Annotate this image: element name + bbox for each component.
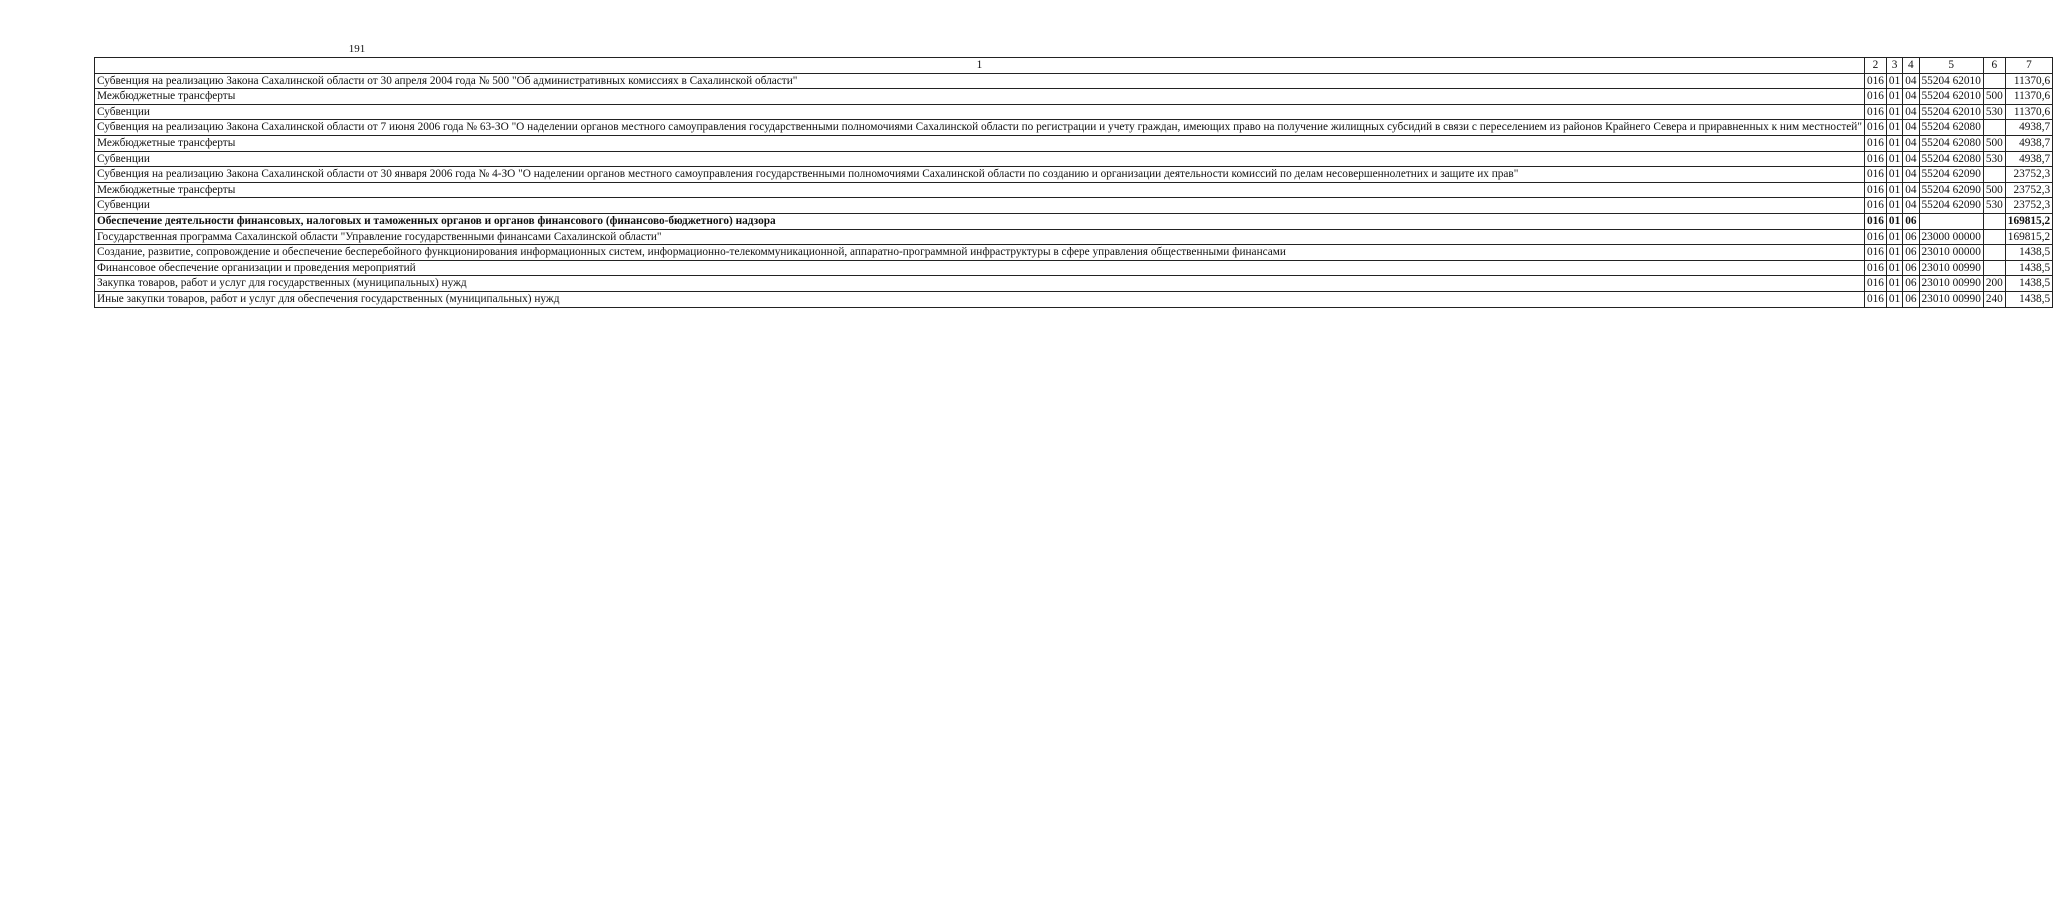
- program-code-sub: 62080: [1952, 136, 1981, 149]
- program-code-sub: 62080: [1952, 121, 1981, 134]
- program-code: [1919, 120, 1983, 136]
- ministry-code: 016: [1864, 89, 1886, 105]
- column-header: 5: [1919, 58, 1983, 74]
- program-code-main: 23010: [1921, 261, 1950, 274]
- amount: 4938,7: [2005, 151, 2052, 167]
- expense-type-code: 240: [1983, 291, 2005, 307]
- ministry-code: 016: [1864, 245, 1886, 261]
- subsection-code: 04: [1903, 167, 1919, 183]
- column-header: 1: [95, 58, 1865, 74]
- program-code: [1919, 151, 1983, 167]
- amount: 1438,5: [2005, 291, 2052, 307]
- section-code: 01: [1886, 291, 1902, 307]
- ministry-code: 016: [1864, 73, 1886, 89]
- item-name: Межбюджетные трансферты: [95, 89, 1865, 105]
- column-number-row: [95, 58, 2053, 74]
- subsection-code: 04: [1903, 182, 1919, 198]
- expense-type-code: [1983, 167, 2005, 183]
- program-code: [1919, 182, 1983, 198]
- subsection-code: 06: [1903, 276, 1919, 292]
- ministry-code: 016: [1864, 135, 1886, 151]
- program-code-sub: 00000: [1952, 230, 1981, 243]
- program-code: [1919, 89, 1983, 105]
- amount: 11370,6: [2005, 89, 2052, 105]
- expense-type-code: [1983, 213, 2005, 229]
- ministry-code: 016: [1864, 151, 1886, 167]
- amount: 23752,3: [2005, 182, 2052, 198]
- program-code-main: 23010: [1921, 277, 1950, 290]
- expense-type-code: 200: [1983, 276, 2005, 292]
- section-code: 01: [1886, 104, 1902, 120]
- program-code-sub: 62010: [1952, 105, 1981, 118]
- program-code: [1919, 104, 1983, 120]
- subsection-code: 04: [1903, 151, 1919, 167]
- ministry-code: 016: [1864, 198, 1886, 214]
- program-code-sub: 00990: [1952, 292, 1981, 305]
- amount: 1438,5: [2005, 276, 2052, 292]
- ministry-code: 016: [1864, 167, 1886, 183]
- column-header: 6: [1983, 58, 2005, 74]
- program-code-main: 55204: [1921, 152, 1950, 165]
- section-code: 01: [1886, 73, 1902, 89]
- section-code: 01: [1886, 167, 1902, 183]
- program-code-sub: 00000: [1952, 246, 1981, 259]
- section-code: 01: [1886, 245, 1902, 261]
- program-code: [1919, 245, 1983, 261]
- ministry-code: 016: [1864, 182, 1886, 198]
- section-code: 01: [1886, 229, 1902, 245]
- item-name: Субвенция на реализацию Закона Сахалинской области от 30 апреля 2004 года № 500 "Об административных комиссиях в Сахалинской области": [95, 73, 1865, 89]
- subsection-code: 04: [1903, 104, 1919, 120]
- program-code-sub: 62090: [1952, 168, 1981, 181]
- subsection-code: 06: [1903, 245, 1919, 261]
- column-header: 2: [1864, 58, 1886, 74]
- program-code-sub: 62010: [1952, 74, 1981, 87]
- program-code: [1919, 135, 1983, 151]
- amount: 1438,5: [2005, 260, 2052, 276]
- program-code-main: 55204: [1921, 168, 1950, 181]
- section-code: 01: [1886, 151, 1902, 167]
- amount: 4938,7: [2005, 120, 2052, 136]
- table-row: [95, 260, 2053, 276]
- subsection-code: 04: [1903, 198, 1919, 214]
- section-code: 01: [1886, 135, 1902, 151]
- item-name: Создание, развитие, сопровождение и обеспечение бесперебойного функционирования информационных систем, информационно-телекоммуникационной, аппаратно-программной инфраструктуры в сфере управления общественными финансами: [95, 245, 1865, 261]
- program-code: [1919, 213, 1983, 229]
- program-code-main: 55204: [1921, 121, 1950, 134]
- table-row: [95, 245, 2053, 261]
- item-name: Государственная программа Сахалинской области "Управление государственными финансами Сахалинской области": [95, 229, 1865, 245]
- item-name: Субвенция на реализацию Закона Сахалинской области от 7 июня 2006 года № 63-ЗО "О наделении органов местного самоуправления государственными полномочиями Сахалинской области по регистрации и учету граждан, имеющих право на получение жилищных субсидий в связи с переселением из районов Крайнего Севера и приравненных к ним местностей": [95, 120, 1865, 136]
- column-header: 4: [1903, 58, 1919, 74]
- ministry-code: 016: [1864, 104, 1886, 120]
- item-name: Иные закупки товаров, работ и услуг для обеспечения государственных (муниципальных) нужд: [95, 291, 1865, 307]
- section-code: 01: [1886, 182, 1902, 198]
- program-code-main: 55204: [1921, 105, 1950, 118]
- expense-type-code: [1983, 73, 2005, 89]
- program-code: [1919, 229, 1983, 245]
- table-row: [95, 182, 2053, 198]
- amount: 23752,3: [2005, 198, 2052, 214]
- table-body: [95, 73, 2053, 307]
- subsection-code: 04: [1903, 89, 1919, 105]
- program-code-sub: 00990: [1952, 277, 1981, 290]
- expense-type-code: 530: [1983, 104, 2005, 120]
- program-code: [1919, 167, 1983, 183]
- expense-type-code: [1983, 260, 2005, 276]
- program-code-main: 23010: [1921, 246, 1950, 259]
- section-code: 01: [1886, 260, 1902, 276]
- program-code-sub: 62090: [1952, 183, 1981, 196]
- item-name: Субвенции: [95, 151, 1865, 167]
- subsection-code: 04: [1903, 73, 1919, 89]
- program-code-main: 55204: [1921, 90, 1950, 103]
- table-row: [95, 213, 2053, 229]
- subsection-code: 06: [1903, 213, 1919, 229]
- amount: 23752,3: [2005, 167, 2052, 183]
- budget-table: [94, 57, 2053, 308]
- program-code-main: 55204: [1921, 199, 1950, 212]
- table-row: [95, 89, 2053, 105]
- ministry-code: 016: [1864, 120, 1886, 136]
- amount: 11370,6: [2005, 73, 2052, 89]
- program-code-main: 55204: [1921, 74, 1950, 87]
- subsection-code: 06: [1903, 229, 1919, 245]
- ministry-code: 016: [1864, 229, 1886, 245]
- amount: 169815,2: [2005, 213, 2052, 229]
- expense-type-code: 530: [1983, 151, 2005, 167]
- item-name: Субвенции: [95, 104, 1865, 120]
- section-code: 01: [1886, 120, 1902, 136]
- item-name: Субвенция на реализацию Закона Сахалинской области от 30 января 2006 года № 4-ЗО "О наделении органов местного самоуправления государственными полномочиями Сахалинской области по созданию и организации деятельности комиссий по делам несовершеннолетних и защите их прав": [95, 167, 1865, 183]
- program-code-sub: 00990: [1952, 261, 1981, 274]
- section-code: 01: [1886, 198, 1902, 214]
- table-row: [95, 135, 2053, 151]
- section-code: 01: [1886, 276, 1902, 292]
- column-header: 3: [1886, 58, 1902, 74]
- program-code: [1919, 276, 1983, 292]
- table-row: [95, 151, 2053, 167]
- ministry-code: 016: [1864, 260, 1886, 276]
- amount: 1438,5: [2005, 245, 2052, 261]
- program-code: [1919, 260, 1983, 276]
- program-code-sub: 62090: [1952, 199, 1981, 212]
- program-code-sub: 62080: [1952, 152, 1981, 165]
- column-header: 7: [2005, 58, 2052, 74]
- program-code: [1919, 73, 1983, 89]
- item-name: Межбюджетные трансферты: [95, 182, 1865, 198]
- item-name: Закупка товаров, работ и услуг для государственных (муниципальных) нужд: [95, 276, 1865, 292]
- subsection-code: 06: [1903, 260, 1919, 276]
- expense-type-code: 500: [1983, 182, 2005, 198]
- table-row: [95, 276, 2053, 292]
- item-name: Финансовое обеспечение организации и проведения мероприятий: [95, 260, 1865, 276]
- ministry-code: 016: [1864, 276, 1886, 292]
- item-name: Межбюджетные трансферты: [95, 135, 1865, 151]
- expense-type-code: 530: [1983, 198, 2005, 214]
- program-code-main: 23010: [1921, 292, 1950, 305]
- expense-type-code: [1983, 120, 2005, 136]
- program-code-main: 23000: [1921, 230, 1950, 243]
- ministry-code: 016: [1864, 213, 1886, 229]
- amount: 11370,6: [2005, 104, 2052, 120]
- amount: 169815,2: [2005, 229, 2052, 245]
- section-code: 01: [1886, 213, 1902, 229]
- expense-type-code: 500: [1983, 89, 2005, 105]
- item-name: Субвенции: [95, 198, 1865, 214]
- amount: 4938,7: [2005, 135, 2052, 151]
- program-code-main: 55204: [1921, 183, 1950, 196]
- subsection-code: 04: [1903, 120, 1919, 136]
- page-number: 191: [348, 43, 366, 55]
- table-row: [95, 291, 2053, 307]
- program-code-main: 55204: [1921, 136, 1950, 149]
- subsection-code: 04: [1903, 135, 1919, 151]
- table-row: [95, 167, 2053, 183]
- expense-type-code: [1983, 229, 2005, 245]
- subsection-code: 06: [1903, 291, 1919, 307]
- expense-type-code: 500: [1983, 135, 2005, 151]
- program-code-sub: 62010: [1952, 90, 1981, 103]
- section-code: 01: [1886, 89, 1902, 105]
- table-row: [95, 198, 2053, 214]
- program-code: [1919, 291, 1983, 307]
- table-row: [95, 229, 2053, 245]
- ministry-code: 016: [1864, 291, 1886, 307]
- table-row: [95, 120, 2053, 136]
- table-row: [95, 104, 2053, 120]
- expense-type-code: [1983, 245, 2005, 261]
- table-row: [95, 73, 2053, 89]
- item-name: Обеспечение деятельности финансовых, налоговых и таможенных органов и органов финансового (финансово-бюджетного) надзора: [95, 213, 1865, 229]
- program-code: [1919, 198, 1983, 214]
